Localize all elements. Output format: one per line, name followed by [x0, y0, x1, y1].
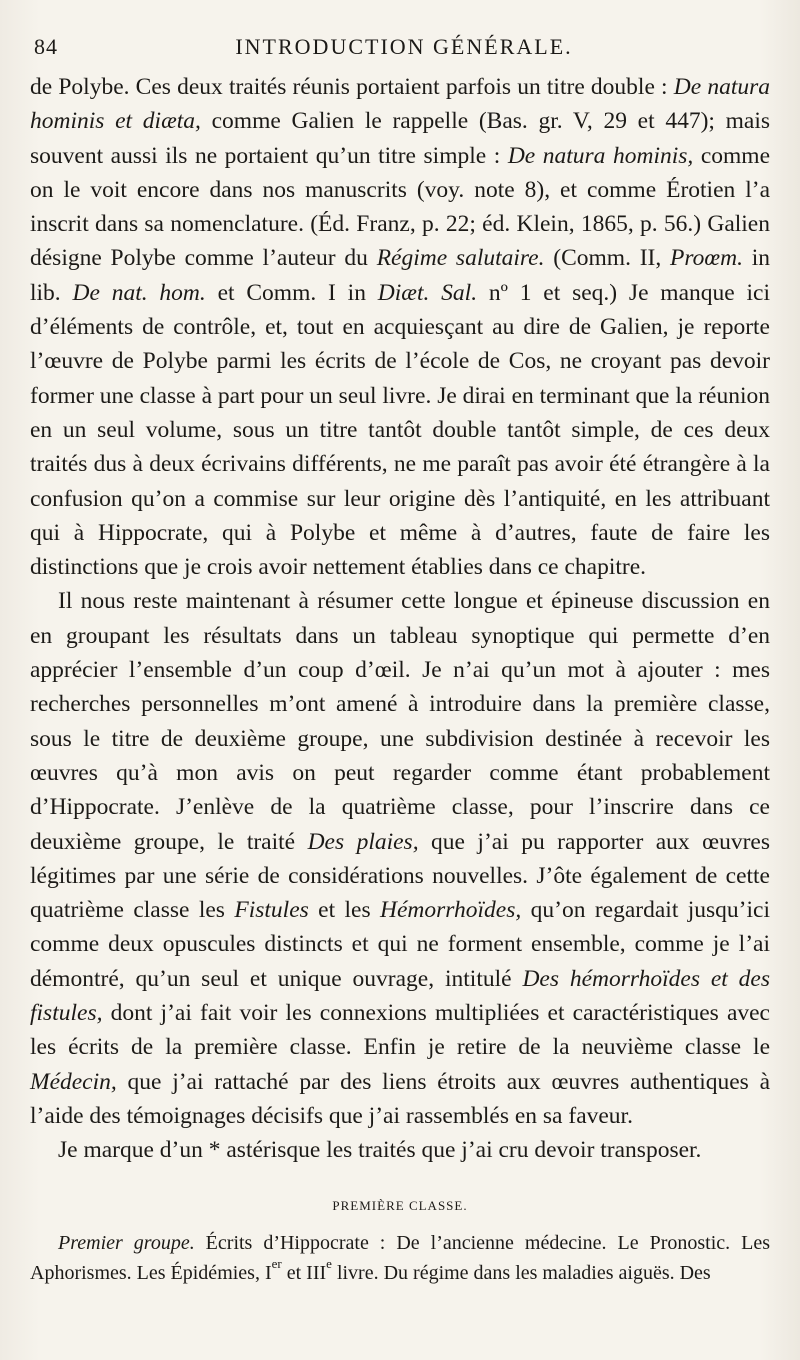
italic-title: Fistules: [234, 897, 309, 924]
running-title: INTRODUCTION GÉNÉRALE.: [235, 34, 573, 59]
groups-text: [30, 1228, 770, 1288]
page-header: [34, 28, 774, 68]
text-span: (Comm. II,: [544, 245, 671, 272]
paragraph-resume: [30, 584, 770, 1133]
text-span: in lib.: [30, 245, 771, 306]
text-span: que j’ai pu rapporter aux œuvres légitimes par une série de considérations nouvelles. J’ôte également de cette quatrième classe les: [30, 828, 770, 924]
italic-title: De nat. hom.: [72, 279, 206, 306]
paragraph-first-group: [30, 1228, 770, 1288]
group-label: Premier groupe.: [58, 1232, 195, 1254]
paragraph-polybe: [30, 70, 770, 584]
italic-title: De natura hominis,: [507, 142, 694, 169]
text-span: et Comm. I in: [205, 279, 378, 306]
text-span: Il nous reste maintenant à résumer cette longue et épineuse discussion en en groupant les résultats dans un tableau synoptique qui permette d’en apprécier l’ensemble d’un coup d’œil. Je n’ai qu’un mot à ajouter : mes recherches personnelles m’ont amené à introduire dans la première classe, sous le titre de deuxième groupe, une subdivision destinée à recevoir les œuvres qu’à mon avis on peut regarder comme étant probablement d’Hippocrate. J’enlève de la quatrième classe, pour l’inscrire dans ce deuxième groupe, le traité: [30, 588, 770, 855]
text-span: nº 1 et seq.) Je manque ici d’éléments de contrôle, et, tout en acquiesçant au dire de Galien, je reporte l’œuvre de Polybe parmi les écrits de l’école de Cos, ne croyant pas devoir former une classe à part pour un seul livre. Je dirai en terminant que la réunion en un seul volume, sous un titre tantôt double tantôt simple, de ces deux traités dus à deux écrivains différents, ne me paraît pas avoir été étrangère à la confusion qu’on a commise sur leur origine dès l’antiquité, en les attribuant qui à Hippocrate, qui à Polybe et même à d’autres, faute de faire les distinctions que je crois avoir nettement établies dans ce chapitre.: [30, 279, 770, 581]
italic-title: Médecin,: [30, 1068, 117, 1095]
text-span: de Polybe. Ces deux traités réunis portaient parfois un titre double :: [30, 74, 674, 100]
italic-title: Des hémorrhoïdes et des fistules,: [30, 965, 770, 1027]
paragraph-asterisk: Je marque d’un * astérisque les traités que j’ai cru devoir transposer.: [58, 1137, 702, 1164]
text-span: et les: [308, 897, 381, 924]
italic-title: Des plaies,: [307, 828, 419, 855]
italic-title: Régime salutaire.: [376, 245, 545, 272]
text-span: que j’ai rattaché par des liens étroits aux œuvres authentiques à l’aide des témoignages décisifs que j’ai rassemblés en sa faveur.: [30, 1068, 770, 1129]
superscript: er: [271, 1256, 282, 1271]
text-span: qu’on regardait jusqu’ici comme deux opuscules distincts et qui ne forment ensemble, comme je l’ai démontré, qu’un seul et unique ouvrage, intitulé: [30, 897, 770, 992]
italic-title: Hémorrhoïdes,: [380, 897, 522, 924]
text-span: comme on le voit encore dans nos manuscrits (voy. note 8), et comme Érotien l’a inscrit dans sa nomenclature. (Éd. Franz, p. 22; éd. Klein, 1865, p. 56.) Galien désigne Polybe comme l’auteur du: [30, 142, 771, 272]
superscript: e: [326, 1256, 332, 1271]
text-span: comme Galien le rappelle (Bas. gr. V, 29 et 447); mais souvent aussi ils ne portaient qu’un titre simple :: [30, 108, 771, 169]
italic-title: Diæt. Sal.: [377, 279, 478, 306]
page-number: 84: [34, 34, 58, 59]
italic-title: Proœm.: [670, 245, 743, 272]
text-span: livre. Du régime dans les maladies aiguës. Des: [331, 1262, 711, 1284]
section-heading: PREMIÈRE CLASSE.: [332, 1198, 468, 1213]
text-span: dont j’ai fait voir les connexions multipliées et caractéristiques avec les écrits de la première classe. Enfin je retire de la neuvième classe le: [30, 1000, 770, 1061]
main-text: [30, 70, 770, 1168]
italic-title: De natura hominis et diæta,: [30, 74, 770, 135]
text-span: Écrits d’Hippocrate : De l’ancienne médecine. Le Pronostic. Les Aphorismes. Les Épidémies, I: [30, 1232, 770, 1284]
text-span: et III: [281, 1262, 327, 1284]
